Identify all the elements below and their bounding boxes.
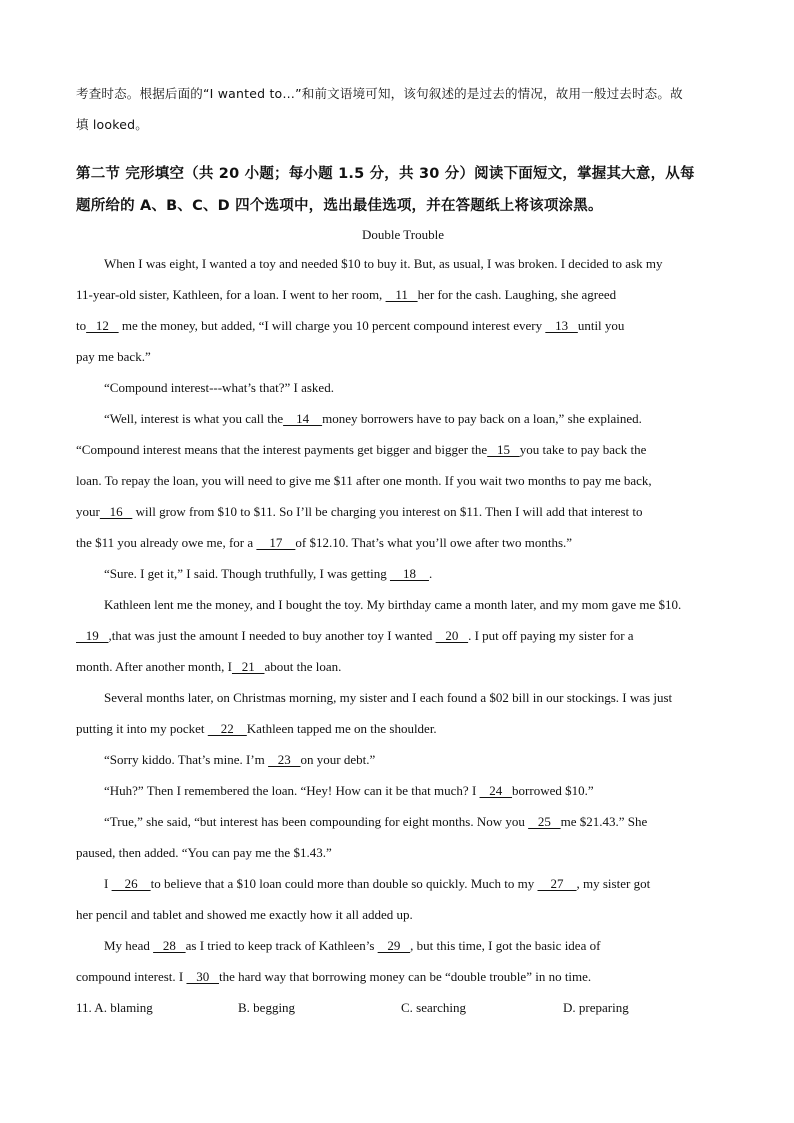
passage-line (76, 589, 730, 620)
passage-line (76, 465, 730, 496)
answer-blank: 16 (99, 504, 133, 519)
passage-text: Kathleen tapped me on the shoulder. (246, 721, 437, 736)
section-heading-line-1: 第二节 完形填空（共 20 小题；每小题 1.5 分，共 30 分）阅读下面短文，掌握其大意，从每 (76, 166, 695, 182)
passage-text: “True,” she said, “but interest has been compounding for eight months. Now you (104, 814, 529, 829)
passage-text: , my sister got (576, 876, 651, 891)
passage-text: Kathleen lent me the money, and I bought the toy. My birthday came a month later, and my mom gave me $10. (104, 597, 682, 612)
passage-line (76, 558, 730, 589)
passage-line (76, 279, 730, 310)
passage-line (76, 434, 730, 465)
passage-text: “Compound interest means that the interest payments get bigger and bigger the (76, 442, 488, 457)
answer-blank: 26 (111, 876, 151, 891)
passage-text: loan. To repay the loan, you will need to give me $11 after one month. If you wait two months to pay me back, (76, 473, 652, 488)
passage-text: to believe that a $10 loan could more than double so quickly. Much to my (150, 876, 538, 891)
passage-text: her pencil and tablet and showed me exactly how it all added up. (76, 907, 413, 922)
option-b[interactable]: B. begging (238, 1000, 296, 1015)
section-heading (76, 158, 730, 222)
passage-text: as I tried to keep track of Kathleen’s (185, 938, 378, 953)
answer-blank: 27 (537, 876, 577, 891)
passage-text: “Huh?” Then I remembered the loan. “Hey! How can it be that much? I (104, 783, 480, 798)
passage-text: “Compound interest---what’s that?” I asked. (104, 380, 334, 395)
passage-text: to (76, 318, 87, 333)
passage-line (76, 248, 730, 279)
passage-line (76, 713, 730, 744)
passage-text: My head (104, 938, 154, 953)
passage-line (76, 930, 730, 961)
answer-blank: 25 (528, 814, 561, 829)
passage-line (76, 899, 730, 930)
passage-text: compound interest. I (76, 969, 187, 984)
passage-text: , but this time, I got the basic idea of (410, 938, 601, 953)
answer-explanation-line-2: 填 looked。 (76, 117, 148, 132)
passage-text: “Well, interest is what you call the (104, 411, 284, 426)
passage-text: of $12.10. That’s what you’ll owe after two months.” (295, 535, 573, 550)
answer-blank: 18 (389, 566, 429, 581)
passage-text: about the loan. (264, 659, 342, 674)
passage-text: “Sorry kiddo. That’s mine. I’m (104, 752, 269, 767)
passage-text: 11-year-old sister, Kathleen, for a loan. I went to her room, (76, 287, 386, 302)
passage-line (76, 682, 730, 713)
answer-blank: 29 (377, 938, 411, 953)
answer-blank: 14 (283, 411, 323, 426)
answer-blank: 17 (256, 535, 296, 550)
passage-text: her for the cash. Laughing, she agreed (417, 287, 617, 302)
passage-text: you take to pay back the (519, 442, 647, 457)
passage-body (76, 248, 730, 992)
passage-text: the $11 you already owe me, for a (76, 535, 257, 550)
passage-text: until you (577, 318, 625, 333)
passage-line (76, 372, 730, 403)
passage-line (76, 496, 730, 527)
passage-text: ,that was just the amount I needed to buy another toy I wanted (108, 628, 436, 643)
passage-text: “Sure. I get it,” I said. Though truthfully, I was getting (104, 566, 390, 581)
passage-title: Double Trouble (362, 227, 444, 242)
answer-blank: 15 (487, 442, 520, 457)
passage-text: When I was eight, I wanted a toy and needed $10 to buy it. But, as usual, I was broken. I decided to ask my (104, 256, 663, 271)
passage-text: the hard way that borrowing money can be “double trouble” in no time. (218, 969, 592, 984)
answer-blank: 23 (268, 752, 301, 767)
answer-blank: 19 (76, 628, 109, 643)
passage-text: Several months later, on Christmas morning, my sister and I each found a $02 bill in our stockings. I was just (104, 690, 673, 705)
answer-blank: 21 (231, 659, 265, 674)
option-d[interactable]: D. preparing (563, 1000, 629, 1015)
passage-text: paused, then added. “You can pay me the $1.43.” (76, 845, 332, 860)
passage-text: your (76, 504, 100, 519)
option-a[interactable]: 11. A. blaming (76, 1000, 153, 1015)
passage-line (76, 806, 730, 837)
answer-blank: 30 (186, 969, 219, 984)
passage-text: I (104, 876, 112, 891)
passage-text: on your debt.” (300, 752, 376, 767)
passage-line (76, 527, 730, 558)
passage-line (76, 837, 730, 868)
passage-text: month. After another month, I (76, 659, 232, 674)
passage-line (76, 651, 730, 682)
passage-text: . I put off paying my sister for a (468, 628, 634, 643)
document-page (76, 78, 730, 1023)
passage-line (76, 961, 730, 992)
passage-line (76, 310, 730, 341)
passage-text: me $21.43.” She (560, 814, 648, 829)
passage-text: borrowed $10.” (512, 783, 594, 798)
passage-line (76, 620, 730, 651)
answer-blank: 24 (479, 783, 513, 798)
passage-text: . (428, 566, 433, 581)
passage-text: money borrowers have to pay back on a loan,” she explained. (322, 411, 642, 426)
option-c[interactable]: C. searching (401, 1000, 466, 1015)
answer-blank: 12 (86, 318, 119, 333)
passage-line (76, 868, 730, 899)
section-heading-line-2: 题所给的 A、B、C、D 四个选项中，选出最佳选项，并在答题纸上将该项涂黑。 (76, 198, 603, 214)
passage-line (76, 775, 730, 806)
answer-blank: 28 (153, 938, 186, 953)
answer-blank: 13 (545, 318, 578, 333)
question-11-options (76, 992, 730, 1023)
passage-line (76, 744, 730, 775)
answer-blank: 20 (435, 628, 469, 643)
passage-text: putting it into my pocket (76, 721, 208, 736)
passage-text: will grow from $10 to $11. So I’ll be charging you interest on $11. Then I will add that interest to (132, 504, 643, 519)
passage-line (76, 341, 730, 372)
passage-line (76, 403, 730, 434)
passage-text: pay me back.” (76, 349, 151, 364)
passage-text: me the money, but added, “I will charge you 10 percent compound interest every (118, 318, 546, 333)
answer-explanation-line-1: 考查时态。根据后面的“I wanted to…”和前文语境可知，该句叙述的是过去的情况，故用一般过去时态。故 (76, 86, 683, 101)
answer-blank: 22 (207, 721, 247, 736)
answer-blank: 11 (385, 287, 418, 302)
